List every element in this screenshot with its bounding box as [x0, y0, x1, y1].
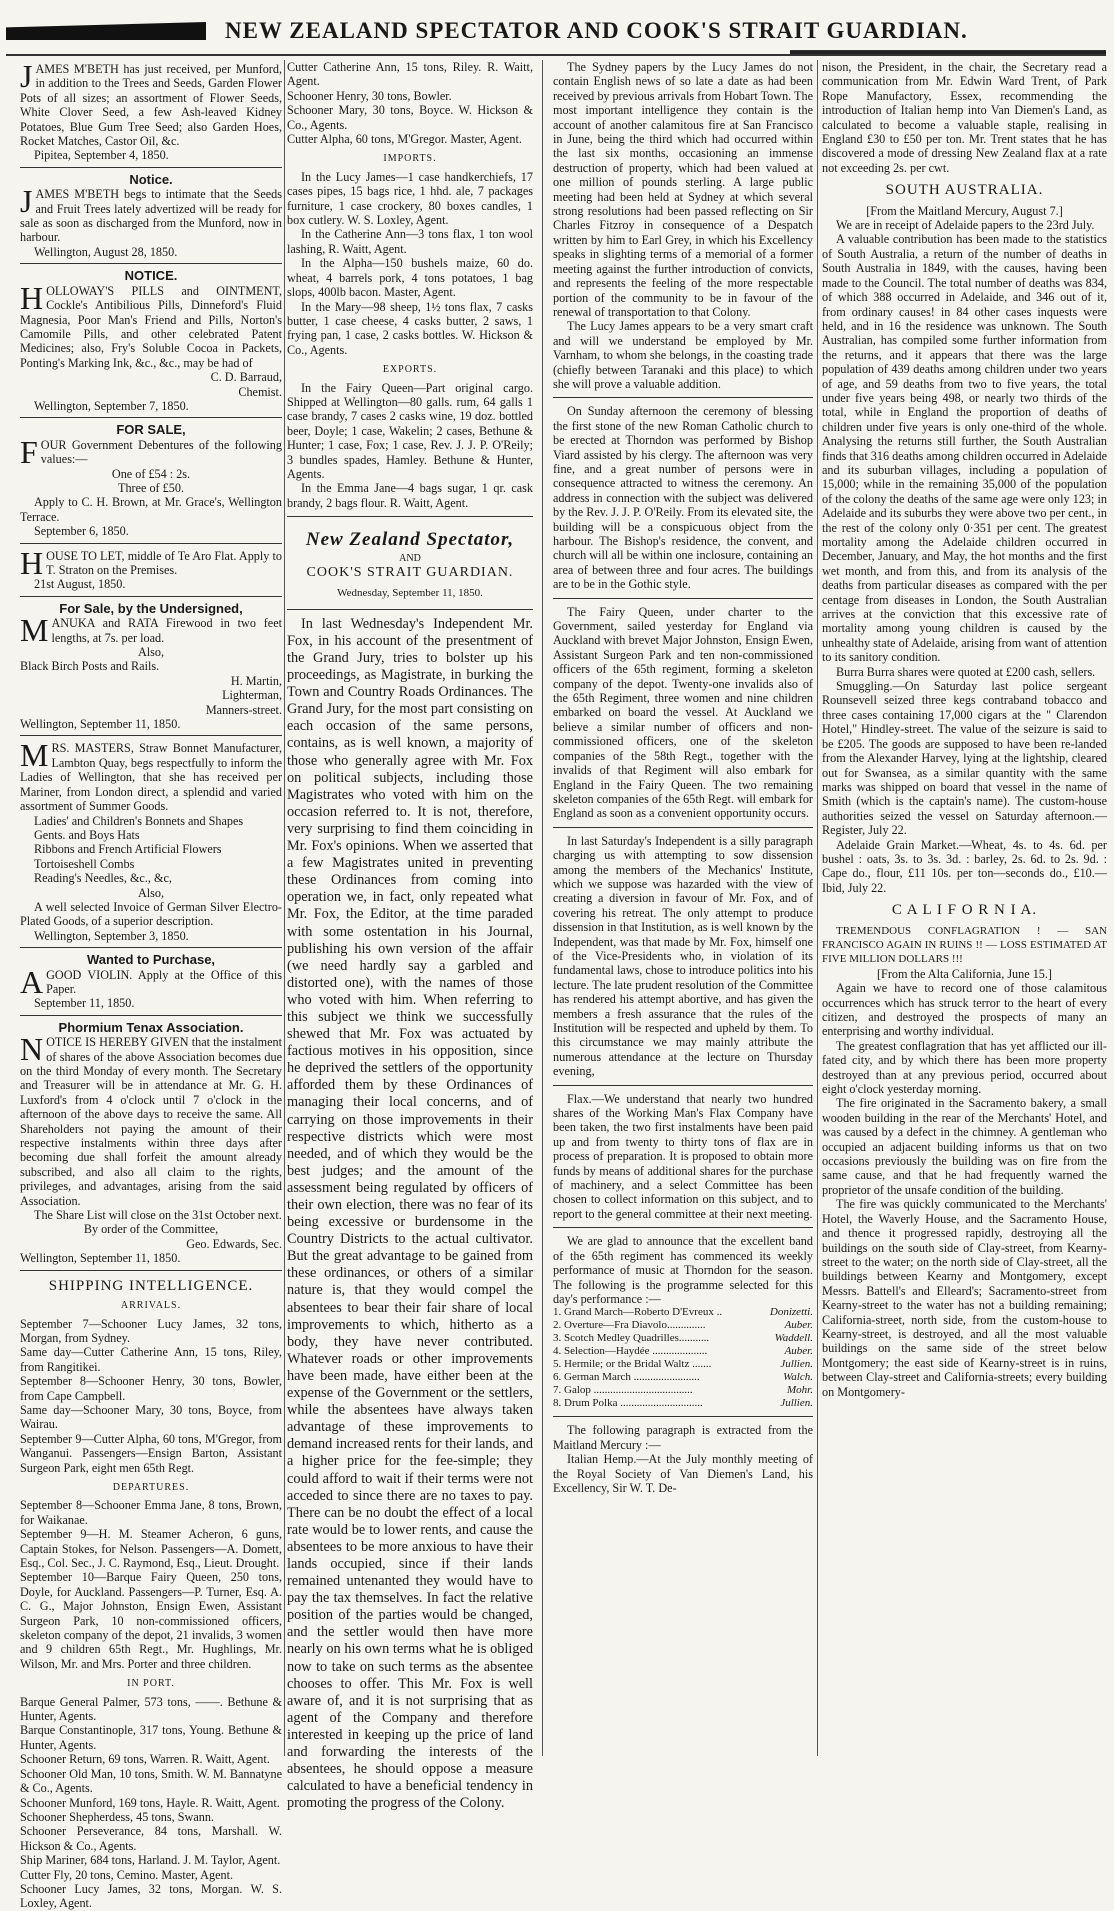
article-paragraph: We are glad to announce that the excellent band of the 65th regiment has commenced its weekly performance of music at Thorndon for the season. The following is the programme selected for this day's performance :— [553, 1234, 813, 1306]
programme-item: 8. Drum Polka .............................. Jullien. [553, 1397, 813, 1410]
list-item: In the Lucy James—1 case handkerchiefs, 17 cases pipes, 15 bags rice, 1 hhd. ale, 7 packages furniture, 1 case crockery, 80 boxes candles, 1 box cutlery. W. S. Loxley, Agent. [287, 169, 533, 228]
advert-text: Apply to C. H. Brown, at Mr. Grace's, Wellington Terrace. [20, 495, 282, 524]
advert-phormium [20, 1019, 282, 1271]
paper-date: Wednesday, September 11, 1850. [337, 587, 483, 600]
advert-heading: Notice. [129, 171, 173, 187]
advert-text: NOTICE IS HEREBY GIVEN that the instalment of shares of the above Association becomes due on the third Monday of every month. The Secretary and Treasurer will be in attendance at Mr. G. H. Luxford's from 4 o'clock until 7 o'clock in the afternoon of the above days to receive the same. All Shareholders not paying the amount of their respective instalments within three days after becoming due shall forfeit the amount already subscribed, and also all claim to the rights, privileges, and advantages, arising from the said Association. [20, 1031, 282, 1208]
column-3 [553, 60, 813, 1760]
leader-article: In last Wednesday's Independent Mr. Fox, in his account of the presentment of the Grand Jury, tries to bolster up his proceedings, as Magistrate, in burking the Town and Country Roads Ordinances. The Grand Jury, for the most part consisting on each occasion of the same persons, contains, as is well known, a majority of those who generally agree with Mr. Fox on political subjects, including those Magistrates who voted with him on the occasion referred to. It is not, therefore, very surprising to find them coinciding in Mr. Fox's opinions. When we asserted that a few Magistrates united in preventing these Ordinances from coming into operation we, in fact, only repeated what Mr. Fox, the Editor, at the time paraded with some ostentation in his Journal, publishing his own version of the affair (we need hardly say a garbled and distorted one), with the names of those who voted with him. When referring to this subject we think we successfully shewed that Mr. Fox was actuated by factious motives in his opposition, since he deprived the settlers of the opportunity afforded them by these Ordinances of managing their local concerns, and of carrying on those improvements in their respective districts which were most needed, and of which they would be the best judges; and the amount of the assessment being regulated by officers of their own election, there was no fear of its being excessive or burdensome in the Country Districts to the actual cultivator. But the great advantage to be gained from these ordinances, or others of a similar nature is, that they would compel the absentees to bear their fair share of local improvements to which, hitherto as a body, they have never contributed. Whatever roads or other improvements have been made, have either been at the expense of the Government or the settlers, while the absentees have always taken advantage of these improvements to demand increased rents for their lands, and a higher price for the fee-simple; they could afford to wait if their terms were not acceded to since there are no taxes to pay. There can be no doubt the effect of a local rate would be to lower rents, and cause the absentees to be more anxious to have their lands occupied, since if their lands remained untenanted they would have to pay the tax themselves. In fact the relative position of the parties would be changed, and the settler would then have more nearly on his own terms what he is obliged now to take on such terms as the absentee chooses to offer. This Mr. Fox is well aware of, and it is not surprising that as agent of the Company and therefore interested in keeping up the price of land and forwarding the interests of the absentees, he should oppose a measure calculated to have a beneficial tendency in promoting the progress of the Colony. [287, 615, 533, 1812]
advert-date: September 11, 1850. [34, 996, 135, 1011]
advert-line: Reading's Needles, &c., &c, [34, 871, 172, 886]
advert-signature: Manners-street. [205, 702, 282, 717]
section-source: [From the Alta California, June 15.] [877, 966, 1052, 981]
divider [553, 598, 813, 599]
advert-holloway [20, 267, 282, 418]
advert-text: HOLLOWAY'S PILLS and OINTMENT, Cockle's Antibilious Pills, Dinneford's Fluid Magnesia, Poor Man's Friend and Pills, Norton's Camomile Pills, and other celebrated Patent Medicines; also, Fry's Soluble Cocoa in Packets, Ponting's Marking Ink, &c., &c., may be had of [20, 279, 282, 370]
list-item: Same day—Schooner Mary, 30 tons, Boyce, from Wairau. [20, 1402, 282, 1432]
list-item: In the Fairy Queen—Part original cargo. Shipped at Wellington—80 galls. rum, 64 galls 1 case brandy, 7 cases 2 casks wine, 19 doz. bottled beer, Doyle; 1 case, Wakelin; 2 cases, Bethune & Hunter; 1 case, Fox; 1 case, Rev. J. J. P. O'Reily; 3 bundles spades, Hamley. Bethune & Hunter, Agents. [287, 380, 533, 481]
masthead-rule-bottom [6, 54, 1106, 56]
advert-date: Wellington, September 3, 1850. [34, 928, 189, 943]
article-paragraph: nison, the President, in the chair, the Secretary read a communication from Mr. Edwin Ward Trent, of Park Rope Manufactory, Essex, recommending the introduction of Italian hemp into Van Diemen's Land, as calculated to become a valuable staple, realising in England £30 to £50 per ton. Mr. Trent states that he has discovered a mode of dressing New Zealand flax at a rate not exceeding 2s. per cwt. [822, 60, 1107, 175]
advert-signature: C. D. Barraud, [210, 370, 282, 385]
advert-text: JAMES M'BETH has just received, per Munford, in addition to the Trees and Seeds, Garden Flower Pots of all sizes; an assortment of Flower Seeds, White Clover Seed, a few Ash-leaved Kidney Potatoes, Blue Gum Tree Seed; also Garden Hoes, Rocket Matches, Castor Oil, &c. [20, 58, 282, 149]
list-item: Schooner Shepherdess, 45 tons, Swann. [20, 1809, 214, 1824]
advert-debentures [20, 421, 282, 543]
list-item: In the Catherine Ann—3 tons flax, 1 ton wool lashing, R. Waitt, Agent. [287, 227, 533, 256]
programme-item: 6. German March ........................ Walch. [553, 1371, 813, 1384]
masthead-ornament [6, 22, 206, 40]
advert-firewood [20, 600, 282, 737]
advert-mbeth-seeds [20, 60, 282, 168]
advert-line: Tortoiseshell Combs [34, 856, 135, 871]
band-programme [553, 1306, 813, 1410]
list-item: In the Emma Jane—4 bags sugar, 1 qr. cask brandy, 2 bags flour. R. Waitt, Agent. [287, 481, 533, 510]
list-item: Schooner Perseverance, 84 tons, Marshall. W. Hickson & Co., Agents. [20, 1824, 282, 1853]
divider [553, 1416, 813, 1417]
column-divider [817, 60, 818, 1756]
list-item: Cutter Fly, 20 tons, Cemino. Master, Agent. [20, 1867, 234, 1882]
list-item: Same day—Cutter Catherine Ann, 15 tons, Riley, from Rangitikei. [20, 1345, 282, 1374]
advert-line: Also, [137, 885, 165, 900]
divider [553, 397, 813, 398]
list-item: Schooner Munford, 169 tons, Hayle. R. Waitt, Agent. [20, 1795, 280, 1810]
section-subheading: TREMENDOUS CONFLAGRATION ! — SAN FRANCISCO AGAIN IN RUINS !! — LOSS ESTIMATED AT FIVE MILLION DOLLARS !!! [822, 924, 1107, 966]
article-paragraph: A valuable contribution has been made to the statistics of South Australia, a return of the number of deaths in South Australia in 1849, with the causes, having been made to the Council. The total number of deaths was 834, of which 388 occurred in Adelaide, and 346 out of it, from ordinary causes! in 84 other cases inquests were held, and in 16 the residence was unknown. The South Australian, has compiled some further information from the returns, and it appears that there was the large population of 439 deaths among children under two years of age, and 59 deaths from two to five years, the total under five years being 498, or nearly two thirds of the total, while in England the proportion of deaths of children under five years is only one-third of the whole. Analysing the returns still further, the South Australian finds that 316 deaths among children occurred in Adelaide and its suburban villages, including a population of 15,000; while in the remaining 35,000 of the population of the colony the deaths of the same age were only 123; in Adelaide and its suburbs they were above two per cent., in the rest of the colony only 0·351 per cent. The greatest mortality among the Adelaide children occurred in December, January, and May, the hot months and the first wet month, and from this, and from its analysis of the deaths from particular diseases as compared with the per centage from diseases in London, the South Australian arrives at the conviction that this excessive rate of mortality among young children is caused by the unhealthy state of Adelaide, arising from want of attention to its sanitory condition. [822, 232, 1107, 665]
advert-line: Gents. and Boys Hats [34, 827, 140, 842]
section-heading: SOUTH AUSTRALIA. [885, 182, 1044, 199]
column-2 [287, 60, 533, 1812]
section-heading: SHIPPING INTELLIGENCE. [48, 1277, 254, 1294]
advert-signature: H. Martin, [230, 673, 282, 688]
article-paragraph: The Sydney papers by the Lucy James do not contain English news of so late a date as had been received by previous arrivals from Hobart Town. The most important intelligence they contain is the account of another calamitous fire at San Francisco in June, being the third which had occurred within the last six months, occasioning an immense destruction of property, which had been valued at one million of pounds sterling. A large public meeting had been held at Sydney at which several strong resolutions had been passed reflecting on Sir Charles Fitzroy in consequence of a Despatch written by him to Earl Grey, in which his Excellency speaks in slighting terms of a memorial of a former meeting against the further introduction of convicts, and represents the feeling of the more respectable portion of the community to be in favour of the renewal of transportation to that Colony. [553, 60, 813, 319]
article-paragraph: Burra Burra shares were quoted at £200 cash, sellers. [836, 664, 1096, 679]
article-paragraph: The greatest conflagration that has yet afflicted our ill-fated city, and by which there has been more property destroyed than at any previous period, occurred about eight o'clock yesterday morning. [822, 1038, 1107, 1097]
article-paragraph: The following paragraph is extracted from the Maitland Mercury :— [553, 1423, 813, 1452]
advert-date: 21st August, 1850. [34, 577, 126, 592]
list-item: Schooner Lucy James, 32 tons, Morgan. W. S. Loxley, Agent. [20, 1881, 282, 1911]
advert-heading: FOR SALE, [116, 422, 186, 438]
paper-subtitle: COOK'S STRAIT GUARDIAN. [306, 565, 514, 580]
article-paragraph: Flax.—We understand that nearly two hundred shares of the Working Man's Flax Company have been taken, the two first instalments have been paid up and from twenty to thirty tons of flax are in process of preparation. It is proposed to obtain more funds by means of additional shares for the purchase of machinery, and a select Committee has been chosen to collect information on this subject, and to report to the general committee at their next meeting. [553, 1091, 813, 1221]
advert-date: Pipitea, September 4, 1850. [34, 148, 169, 163]
advert-text: The Share List will close on the 31st October next. [34, 1208, 282, 1223]
article-paragraph: The fire originated in the Sacramento bakery, a small wooden building in the rear of the Merchants' Hotel, and was caused by a defect in the chimney. A gentleman who occupied an adjacent building informs us that on two occasions previously the building was on fire from the same cause, and that he had frequently warned the proprietor of the unsafe condition of the building. [822, 1096, 1107, 1197]
divider [553, 1085, 813, 1086]
masthead [0, 0, 1114, 58]
article-paragraph: Italian Hemp.—At the July monthly meeting of the Royal Society of Van Diemen's Land, his Excellency, Sir W. T. De- [553, 1452, 813, 1495]
subsection-heading: IN PORT. [127, 1678, 175, 1690]
advert-line: Ribbons and French Artificial Flowers [34, 842, 222, 857]
divider [553, 827, 813, 828]
subsection-heading: IMPORTS. [383, 153, 437, 165]
advert-line: One of £54 : 2s. [111, 466, 191, 481]
article-paragraph: Again we have to record one of those calamitous occurrences which has struck terror to the heart of every citizen, and destroyed the prospects of many an enterprising and worthy individual. [822, 981, 1107, 1039]
article-paragraph: The Fairy Queen, under charter to the Government, sailed yesterday for England via Auckland with brevet Major Johnston, Ensign Ewen, Assistant Surgeon Park and ten non-commissioned officers of the 65th regiment, forming a skeleton company of the depot. Twenty-one invalids also of the 65th Regiment, three women and nine children embarked on board the vessel. At Auckland we believe a similar number of officers and non-commissioned officers, one of the skeleton companies of the 58th Regt., together with the invalids of that Regiment will also embark for England in the Fairy Queen. The two remaining skeleton companies of the 65th Regt. will embark for England as soon as a convenient opportunity occurs. [553, 604, 813, 821]
article-paragraph: We are in receipt of Adelaide papers to the 23rd July. [836, 218, 1095, 233]
advert-text: FOUR Government Debentures of the following values:— [20, 433, 282, 470]
advert-text: HOUSE TO LET, middle of Te Aro Flat. Apply to T. Straton on the Premises. [20, 544, 282, 581]
list-item: September 10—Barque Fairy Queen, 250 tons, Doyle, for Auckland. Passengers—P. Turner, Esq. A. C. G., Major Johnston, Ensign Ewen, Assistant Surgeon Park, 10 non-commissioned officers, skeleton company of the depot, 21 invalids, 3 women and 9 children 65th Regt., Mr. Hughlings, Mr. Wilson, Mr. and Mrs. Porter and three children. [20, 1570, 282, 1671]
advert-date: Wellington, September 11, 1850. [20, 717, 181, 732]
programme-item: 5. Hermile; or the Bridal Waltz ....... Jullien. [553, 1358, 813, 1371]
advert-date: Wellington, September 7, 1850. [34, 398, 189, 413]
advert-signature: Chemist. [238, 384, 282, 399]
advert-date: Wellington, August 28, 1850. [34, 244, 178, 259]
advert-date: September 6, 1850. [34, 524, 129, 539]
list-item: September 7—Schooner Lucy James, 32 tons, Morgan, from Sydney. [20, 1316, 282, 1345]
list-item: September 8—Schooner Henry, 30 tons, Bowler, from Cape Campbell. [20, 1374, 282, 1403]
section-heading: C A L I F O R N I A. [891, 902, 1038, 919]
list-item: Cutter Alpha, 60 tons, M'Gregor. Master, Agent. [287, 132, 522, 147]
advert-house-to-let [20, 544, 282, 597]
advert-line: Three of £50. [118, 480, 184, 495]
advert-violin [20, 951, 282, 1016]
advert-line: Ladies' and Children's Bonnets and Shapes [34, 813, 244, 828]
advert-signature: Geo. Edwards, Sec. [186, 1236, 282, 1251]
list-item: Schooner Return, 69 tons, Warren. R. Waitt, Agent. [20, 1752, 270, 1767]
programme-item: 7. Galop .................................... Mohr. [553, 1384, 813, 1397]
divider [287, 609, 533, 610]
advert-heading: Phormium Tenax Association. [58, 1019, 244, 1035]
article-paragraph: The fire was quickly communicated to the Merchants' Hotel, the Waverly House, and the Sacramento House, and thence it progressed rapidly, destroying all the buildings on the south side of Clay-street, from Kearny-street to the water; on the north side of Clay-street, all the buildings between Kearny and Montgomery, except Messrs. Battell's and Elleard's; Sacramento-street from Kearny-street to the water has not a building remaining; California-street, north side, from the custom-house to Kearny-street, is destroyed, and all the most valuable buildings on the same side of the street below Montgomery; the east side of Kearny-street is in ruins, between Clay-street and California-streets; every building on Montgomery- [822, 1197, 1107, 1399]
advert-text: MANUKA and RATA Firewood in two feet lengths, at 7s. per load. [20, 612, 282, 649]
advert-mrs-masters [20, 739, 282, 948]
masthead-title: NEW ZEALAND SPECTATOR AND COOK'S STRAIT GUARDIAN. [225, 18, 968, 43]
programme-item: 3. Scotch Medley Quadrilles........... Waddell. [553, 1332, 813, 1345]
list-item: September 9—H. M. Steamer Acheron, 6 guns, Captain Stokes, for Nelson. Passengers—A. Domett, Esq., Col. Sec., J. C. Raymond, Esq., Lieut. Drought. [20, 1527, 282, 1570]
column-1 [20, 58, 282, 1911]
programme-item: 1. Grand March—Roberto D'Evreux .. Donizetti. [553, 1306, 813, 1319]
divider [553, 1227, 813, 1228]
advert-heading: For Sale, by the Undersigned, [59, 600, 243, 616]
advert-text: JAMES M'BETH begs to intimate that the Seeds and Fruit Trees lately advertized will be ready for sale as soon as discharged from the Munford, now in harbour. [20, 183, 282, 245]
list-item: Schooner Mary, 30 tons, Boyce. W. Hickson & Co., Agents. [287, 103, 533, 132]
programme-item: 2. Overture—Fra Diavolo.............. Auber. [553, 1319, 813, 1332]
section-source: [From the Maitland Mercury, August 7.] [866, 203, 1063, 218]
advert-text: MRS. MASTERS, Straw Bonnet Manufacturer, Lambton Quay, begs respectfully to inform the Ladies of Wellington, that she has received per Mariner, from London direct, a splendid and varied assortment of Summer Goods. [20, 737, 282, 814]
column-divider [284, 60, 285, 1756]
divider [287, 516, 533, 517]
advert-text: Black Birch Posts and Rails. [20, 659, 160, 674]
advert-signature: Lighterman, [222, 688, 282, 703]
programme-item: 4. Selection—Haydée .................... Auber. [553, 1345, 813, 1358]
advert-mbeth-notice [20, 171, 282, 264]
subsection-heading: EXPORTS. [382, 364, 438, 376]
article-paragraph: On Sunday afternoon the ceremony of blessing the first stone of the new Roman Catholic church to be erected at Thorndon was performed by Bishop Viard assisted by his clergy. The afternoon was very fine, and a great number of persons were in consequence attracted to witness the ceremony. An address in connection with the subject was delivered by the Rev. J. J. P. O'Reily. From its elevated site, the building will be a conspicuous object from the harbour. The Bishop's residence, the convent, and church will all be within one inclosure, containing an area of between three and four acres. The buildings are to be in the Gothic style. [553, 404, 813, 592]
list-item: Barque Constantinople, 317 tons, Young. Bethune & Hunter, Agents. [20, 1723, 282, 1752]
advert-text: A well selected Invoice of German Silver Electro-Plated Goods, of a superior description. [20, 899, 282, 929]
list-item: Ship Mariner, 684 tons, Harland. J. M. Taylor, Agent. [20, 1853, 281, 1868]
shipping-intelligence [20, 1279, 282, 1911]
paper-title: New Zealand Spectator, [305, 529, 515, 551]
subsection-heading: ARRIVALS. [120, 1300, 182, 1312]
list-item: Schooner Henry, 30 tons, Bowler. [287, 88, 452, 103]
advert-line: Also, [137, 645, 165, 660]
list-item: Barque General Palmer, 573 tons, ——. Bethune & Hunter, Agents. [20, 1694, 282, 1724]
list-item: In the Alpha—150 bushels maize, 60 do. wheat, 4 barrels pork, 4 tons potatoes, 1 bag slops, 400lb bacon. Master, Agent. [287, 256, 533, 300]
list-item: Cutter Catherine Ann, 15 tons, Riley. R. Waitt, Agent. [287, 60, 533, 89]
advert-heading: NOTICE. [124, 268, 178, 284]
advert-date: Wellington, September 11, 1850. [20, 1251, 181, 1266]
article-paragraph: The Lucy James appears to be a very smart craft and will we understand be employed by Mr. Varnham, to whom she belongs, in the coasting trade (chiefly between Taranaki and this place) to which she will prove a valuable addition. [553, 319, 813, 391]
list-item: September 9—Cutter Alpha, 60 tons, M'Gregor, from Wanganui. Passengers—Ensign Barton, Assistant Surgeon Park, eight men 65th Regt. [20, 1431, 282, 1475]
paper-and: AND [399, 552, 421, 564]
advert-heading: Wanted to Purchase, [86, 952, 216, 968]
advert-signature: By order of the Committee, [83, 1222, 219, 1237]
list-item: September 8—Schooner Emma Jane, 8 tons, Brown, for Waikanae. [20, 1498, 282, 1527]
subsection-heading: DEPARTURES. [112, 1481, 190, 1493]
list-item: Schooner Old Man, 10 tons, Smith. W. M. Bannatyne & Co., Agents. [20, 1766, 282, 1796]
column-divider [542, 60, 543, 1756]
list-item: In the Mary—98 sheep, 1½ tons flax, 7 casks butter, 1 case cheese, 4 casks butter, 2 saws, 1 frying pan, 1 case, 2 casks bottles. W. Hickson & Co., Agents. [287, 299, 533, 357]
column-4 [822, 60, 1107, 1760]
article-paragraph: Adelaide Grain Market.—Wheat, 4s. to 4s. 6d. per bushel : oats, 3s. to 3s. 3d. : barley, 2s. 6d. to 2s. 9d. : Cape do., flour, £11 10s. per ton—seconds do., £10.—Ibid, July 22. [822, 837, 1107, 895]
article-paragraph: Smuggling.—On Saturday last police sergeant Rounsevell seized three kegs contraband tobacco and three cases containing 17,000 cigars at the " Clarendon Hotel," Hindley-street. The value of the seizure is said to be £205. The goods are supposed to have been re-landed from the Alexander Harvey, lying at the lightship, cleared out for Swansea, as a similar quantity with the same marks was shipped on board that vessel in the name of Smith (which is the captain's name). The custom-house authorities seized the vessel on Saturday afternoon.—Register, July 22. [822, 679, 1107, 838]
advert-text: AGOOD VIOLIN. Apply at the Office of this Paper. [20, 963, 282, 1000]
article-paragraph: In last Saturday's Independent is a silly paragraph charging us with attempting to sow dissension among the members of the Mechanics' Institute, which we suppose was hazarded with the view of creating a diversion in favour of Mr. Fox, and of covering his retreat. The only attempt to produce dissension in that Institution, as is well known by the Independent, was that made by Mr. Fox, himself one of the Vice-Presidents who, in violation of its fundamental laws, chose to introduce politics into his lecture. The late prudent resolution of the Committee has rendered his attempt abortive, and has given the members a fresh assurance that the rules of the Institution will be respected and upheld by them. To this circumstance we may mainly attribute the numerous attendance at the lecture on Thursday evening, [553, 833, 813, 1079]
